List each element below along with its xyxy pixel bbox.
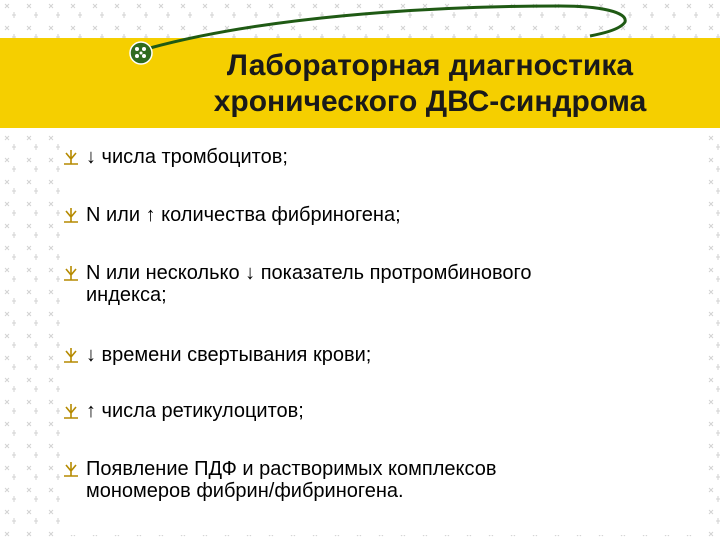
bullet-text-line-1: N или ↑ количества фибриногена; bbox=[86, 204, 401, 226]
bullet-mark-icon bbox=[62, 402, 80, 420]
title-line-1: Лабораторная диагностика bbox=[226, 49, 634, 82]
title-line-2: хронического ДВС-синдрома bbox=[213, 85, 647, 118]
bullet-text-line-1: N или несколько ↓ показатель протромбинового bbox=[86, 262, 532, 284]
bullet-text-line-1: Появление ПДФ и растворимых комплексов bbox=[86, 458, 497, 480]
bullet-mark-icon bbox=[62, 206, 80, 224]
bullet-mark-icon bbox=[62, 346, 80, 364]
bullet-mark-icon bbox=[62, 148, 80, 166]
bullet-text-line-1: ↓ числа тромбоцитов; bbox=[86, 146, 288, 168]
globe-icon bbox=[128, 40, 154, 66]
bullet-text-line-1: ↓ времени свертывания крови; bbox=[86, 344, 372, 366]
bullet-text-line-2: мономеров фибрин/фибриногена. bbox=[86, 480, 404, 502]
bullet-mark-icon bbox=[62, 460, 80, 478]
bullet-text-line-2: индекса; bbox=[86, 284, 167, 306]
bullet-mark-icon bbox=[62, 264, 80, 282]
slide-title bbox=[180, 48, 680, 120]
bullet-text-line-1: ↑ числа ретикулоцитов; bbox=[86, 400, 304, 422]
